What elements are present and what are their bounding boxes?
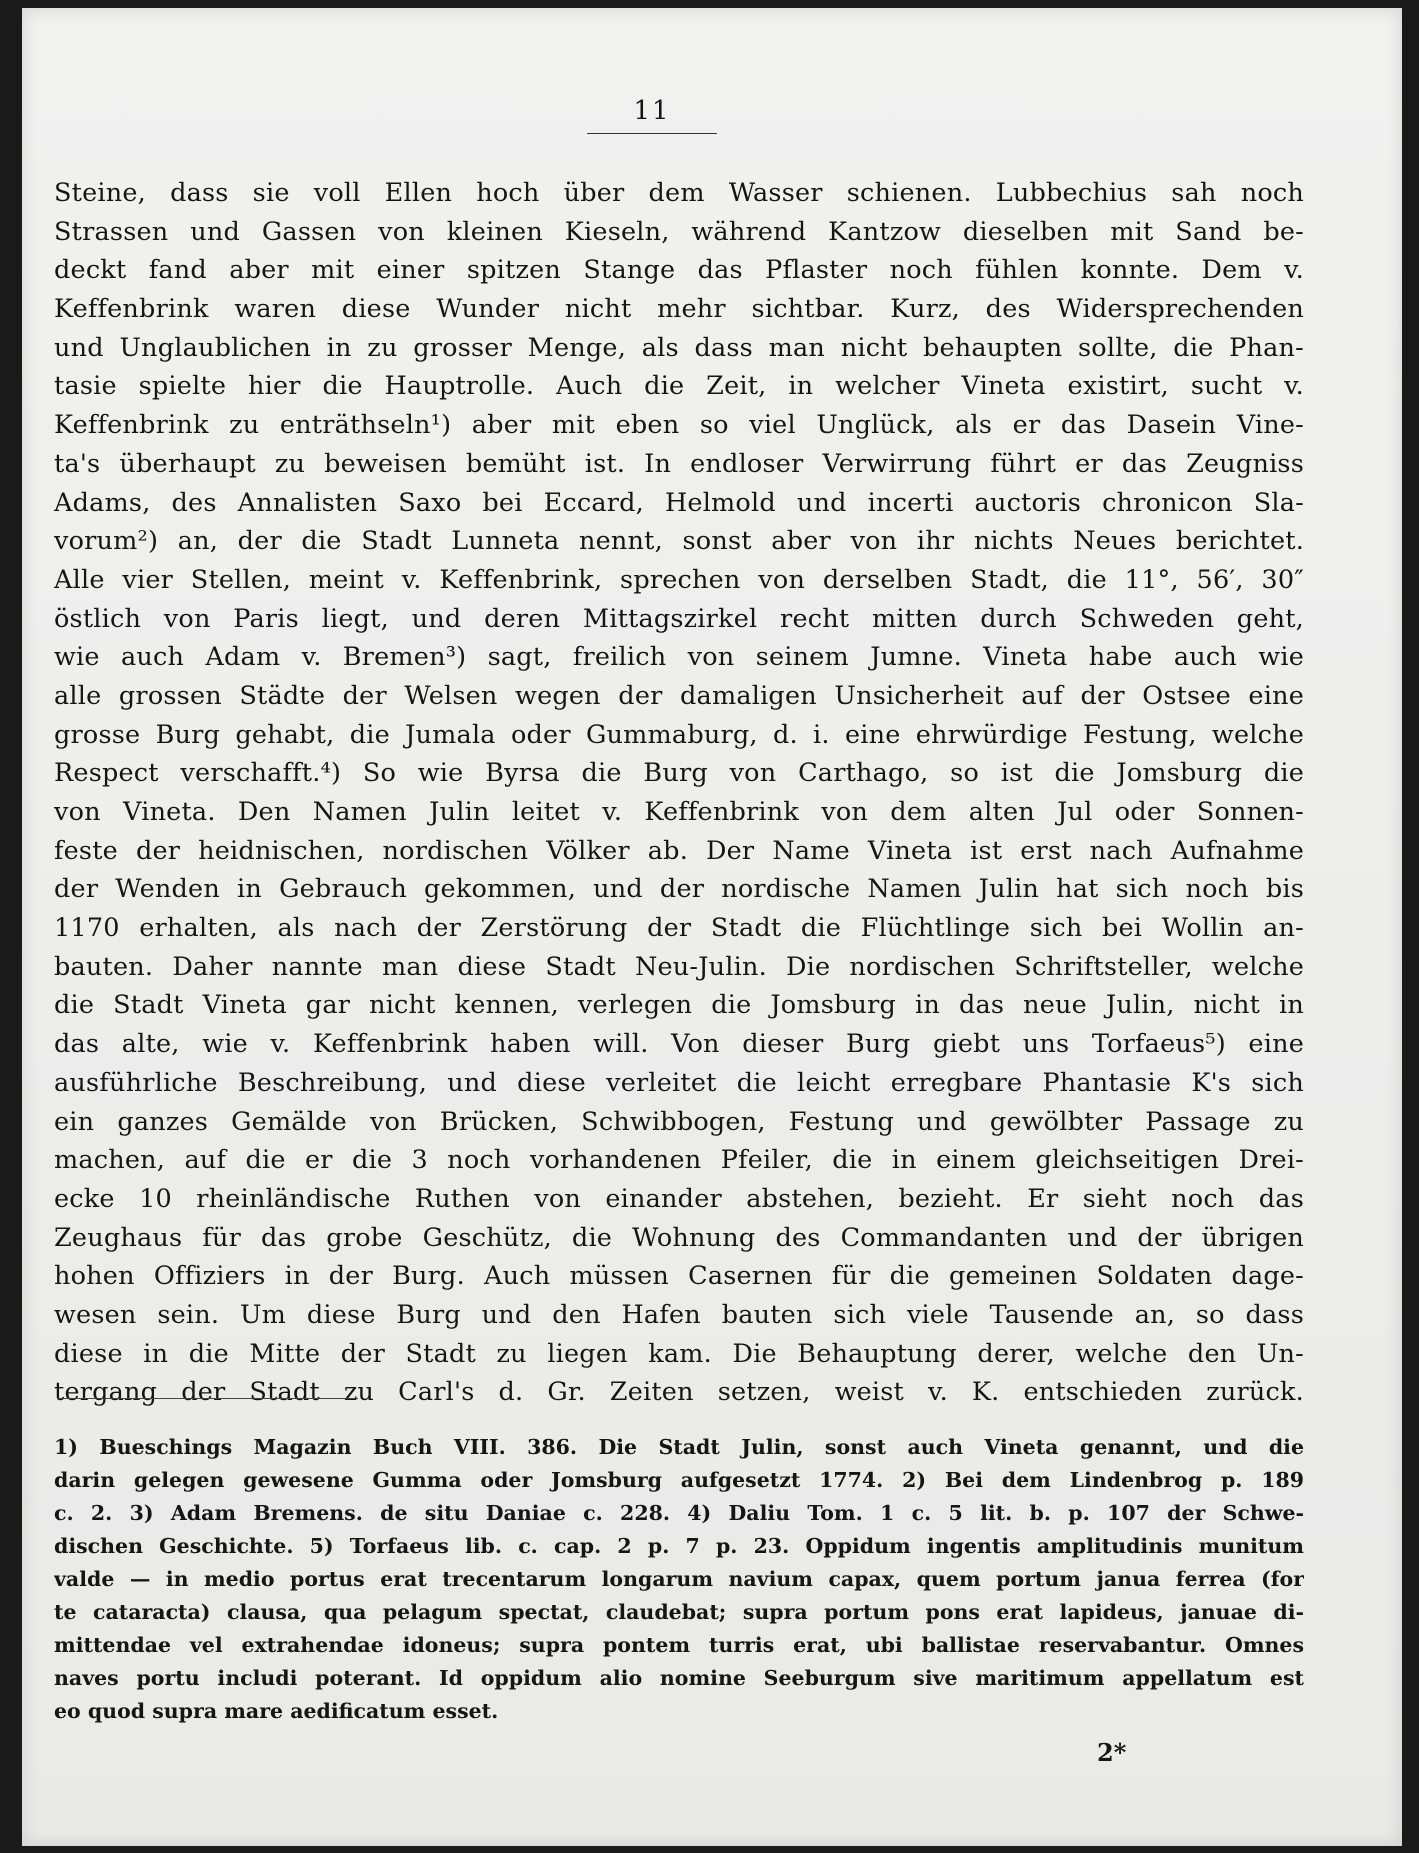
text-line: bauten. Daher nannte man diese Stadt Neu-Julin. Die nordischen Schriftsteller, welche — [54, 951, 1304, 982]
footnote-line: dischen Geschichte. 5) Torfaeus lib. c. cap. 2 p. 7 p. 23. Oppidum ingentis amplitudinis munitum — [54, 1534, 1304, 1558]
footnote-line: te cataracta) clausa, qua pelagum spectat, claudebat; supra portum pons erat lapideus, januae di- — [54, 1600, 1304, 1624]
text-line: ta's überhaupt zu beweisen bemüht ist. In endloser Verwirrung führt er das Zeugniss — [54, 448, 1304, 479]
footnotes — [54, 1431, 1304, 1728]
text-line: Strassen und Gassen von kleinen Kieseln, während Kantzow dieselben mit Sand be- — [54, 216, 1304, 247]
footnote-line: c. 2. 3) Adam Bremens. de situ Daniae c. 228. 4) Daliu Tom. 1 c. 5 lit. b. p. 107 der Schwe- — [54, 1501, 1304, 1525]
footnote-line: naves portu includi poterant. Id oppidum alio nomine Seeburgum sive maritimum appellatum est — [54, 1666, 1304, 1690]
text-line: Keffenbrink waren diese Wunder nicht mehr sichtbar. Kurz, des Widersprechenden — [54, 294, 1304, 325]
text-line: Zeughaus für das grobe Geschütz, die Wohnung des Commandanten und der übrigen — [54, 1222, 1304, 1253]
printer-signature-mark: 2* — [1097, 1738, 1127, 1767]
footnote-line: 1) Bueschings Magazin Buch VIII. 386. Die Stadt Julin, sonst auch Vineta genannt, und die — [54, 1435, 1304, 1459]
text-line: hohen Offiziers in der Burg. Auch müssen Casernen für die gemeinen Soldaten dage- — [54, 1261, 1304, 1292]
text-line: wie auch Adam v. Bremen³) sagt, freilich von seinem Jumne. Vineta habe auch wie — [54, 642, 1304, 673]
header-rule — [587, 133, 717, 134]
text-line: die Stadt Vineta gar nicht kennen, verlegen die Jomsburg in das neue Julin, nicht in — [54, 990, 1304, 1021]
footnote-line: mittendae vel extrahendae idoneus; supra pontem turris erat, ubi ballistae reservabantur. Omnes — [54, 1633, 1304, 1657]
text-line: deckt fand aber mit einer spitzen Stange das Pflaster noch fühlen konnte. Dem v. — [54, 255, 1304, 286]
text-line: Respect verschafft.⁴) So wie Byrsa die Burg von Carthago, so ist die Jomsburg die — [54, 758, 1304, 789]
text-line: Keffenbrink zu enträthseln¹) aber mit eben so viel Unglück, als er das Dasein Vine- — [54, 410, 1304, 441]
text-line: Steine, dass sie voll Ellen hoch über dem Wasser schienen. Lubbechius sah noch — [54, 178, 1304, 208]
footnote-line: eo quod supra mare aedificatum esset. — [54, 1699, 499, 1723]
text-line: tasie spielte hier die Hauptrolle. Auch die Zeit, in welcher Vineta existirt, sucht v. — [54, 371, 1304, 402]
main-text — [54, 174, 1304, 1412]
text-line: diese in die Mitte der Stadt zu liegen kam. Die Behauptung derer, welche den Un- — [54, 1338, 1304, 1369]
text-line: östlich von Paris liegt, und deren Mittagszirkel recht mitten durch Schweden geht, — [54, 603, 1304, 634]
text-line: von Vineta. Den Namen Julin leitet v. Keffenbrink von dem alten Jul oder Sonnen- — [54, 797, 1304, 827]
text-line: machen, auf die er die 3 noch vorhandenen Pfeiler, die in einem gleichseitigen Drei- — [54, 1145, 1304, 1176]
footnote-line: valde — in medio portus erat trecentarum longarum navium capax, quem portum janua ferrea (for — [54, 1567, 1304, 1591]
footnote-rule — [58, 1398, 358, 1399]
text-line: tergang der Stadt zu Carl's d. Gr. Zeiten setzen, weist v. K. entschieden zurück. — [54, 1377, 1304, 1408]
text-line: ecke 10 rheinländische Ruthen von einander abstehen, bezieht. Er sieht noch das — [54, 1183, 1304, 1214]
page-number: 11 — [633, 96, 671, 126]
text-line: Alle vier Stellen, meint v. Keffenbrink, sprechen von derselben Stadt, die 11°, 56′, 30″ — [54, 564, 1304, 595]
text-line: der Wenden in Gebrauch gekommen, und der nordische Namen Julin hat sich noch bis — [54, 874, 1304, 905]
text-line: feste der heidnischen, nordischen Völker ab. Der Name Vineta ist erst nach Aufnahme — [54, 835, 1304, 866]
footnote-line: darin gelegen gewesene Gumma oder Jomsburg aufgesetzt 1774. 2) Bei dem Lindenbrog p. 189 — [54, 1468, 1304, 1492]
text-line: Adams, des Annalisten Saxo bei Eccard, Helmold und incerti auctoris chronicon Sla- — [54, 487, 1304, 518]
text-line: vorum²) an, der die Stadt Lunneta nennt, sonst aber von ihr nichts Neues berichtet. — [54, 526, 1304, 557]
text-line: wesen sein. Um diese Burg und den Hafen bauten sich viele Tausende an, so dass — [54, 1299, 1304, 1330]
text-line: alle grossen Städte der Welsen wegen der damaligen Unsicherheit auf der Ostsee eine — [54, 680, 1304, 711]
text-line: grosse Burg gehabt, die Jumala oder Gummaburg, d. i. eine ehrwürdige Festung, welche — [54, 719, 1304, 750]
text-line: ein ganzes Gemälde von Brücken, Schwibbogen, Festung und gewölbter Passage zu — [54, 1106, 1304, 1137]
book-page — [22, 8, 1402, 1846]
text-line: und Unglaublichen in zu grosser Menge, als dass man nicht behaupten sollte, die Phan- — [54, 332, 1304, 363]
text-line: 1170 erhalten, als nach der Zerstörung der Stadt die Flüchtlinge sich bei Wollin an- — [54, 913, 1304, 944]
text-line: ausführliche Beschreibung, und diese verleitet die leicht erregbare Phantasie K's sich — [54, 1067, 1304, 1098]
text-line: das alte, wie v. Keffenbrink haben will. Von dieser Burg giebt uns Torfaeus⁵) eine — [54, 1029, 1304, 1060]
